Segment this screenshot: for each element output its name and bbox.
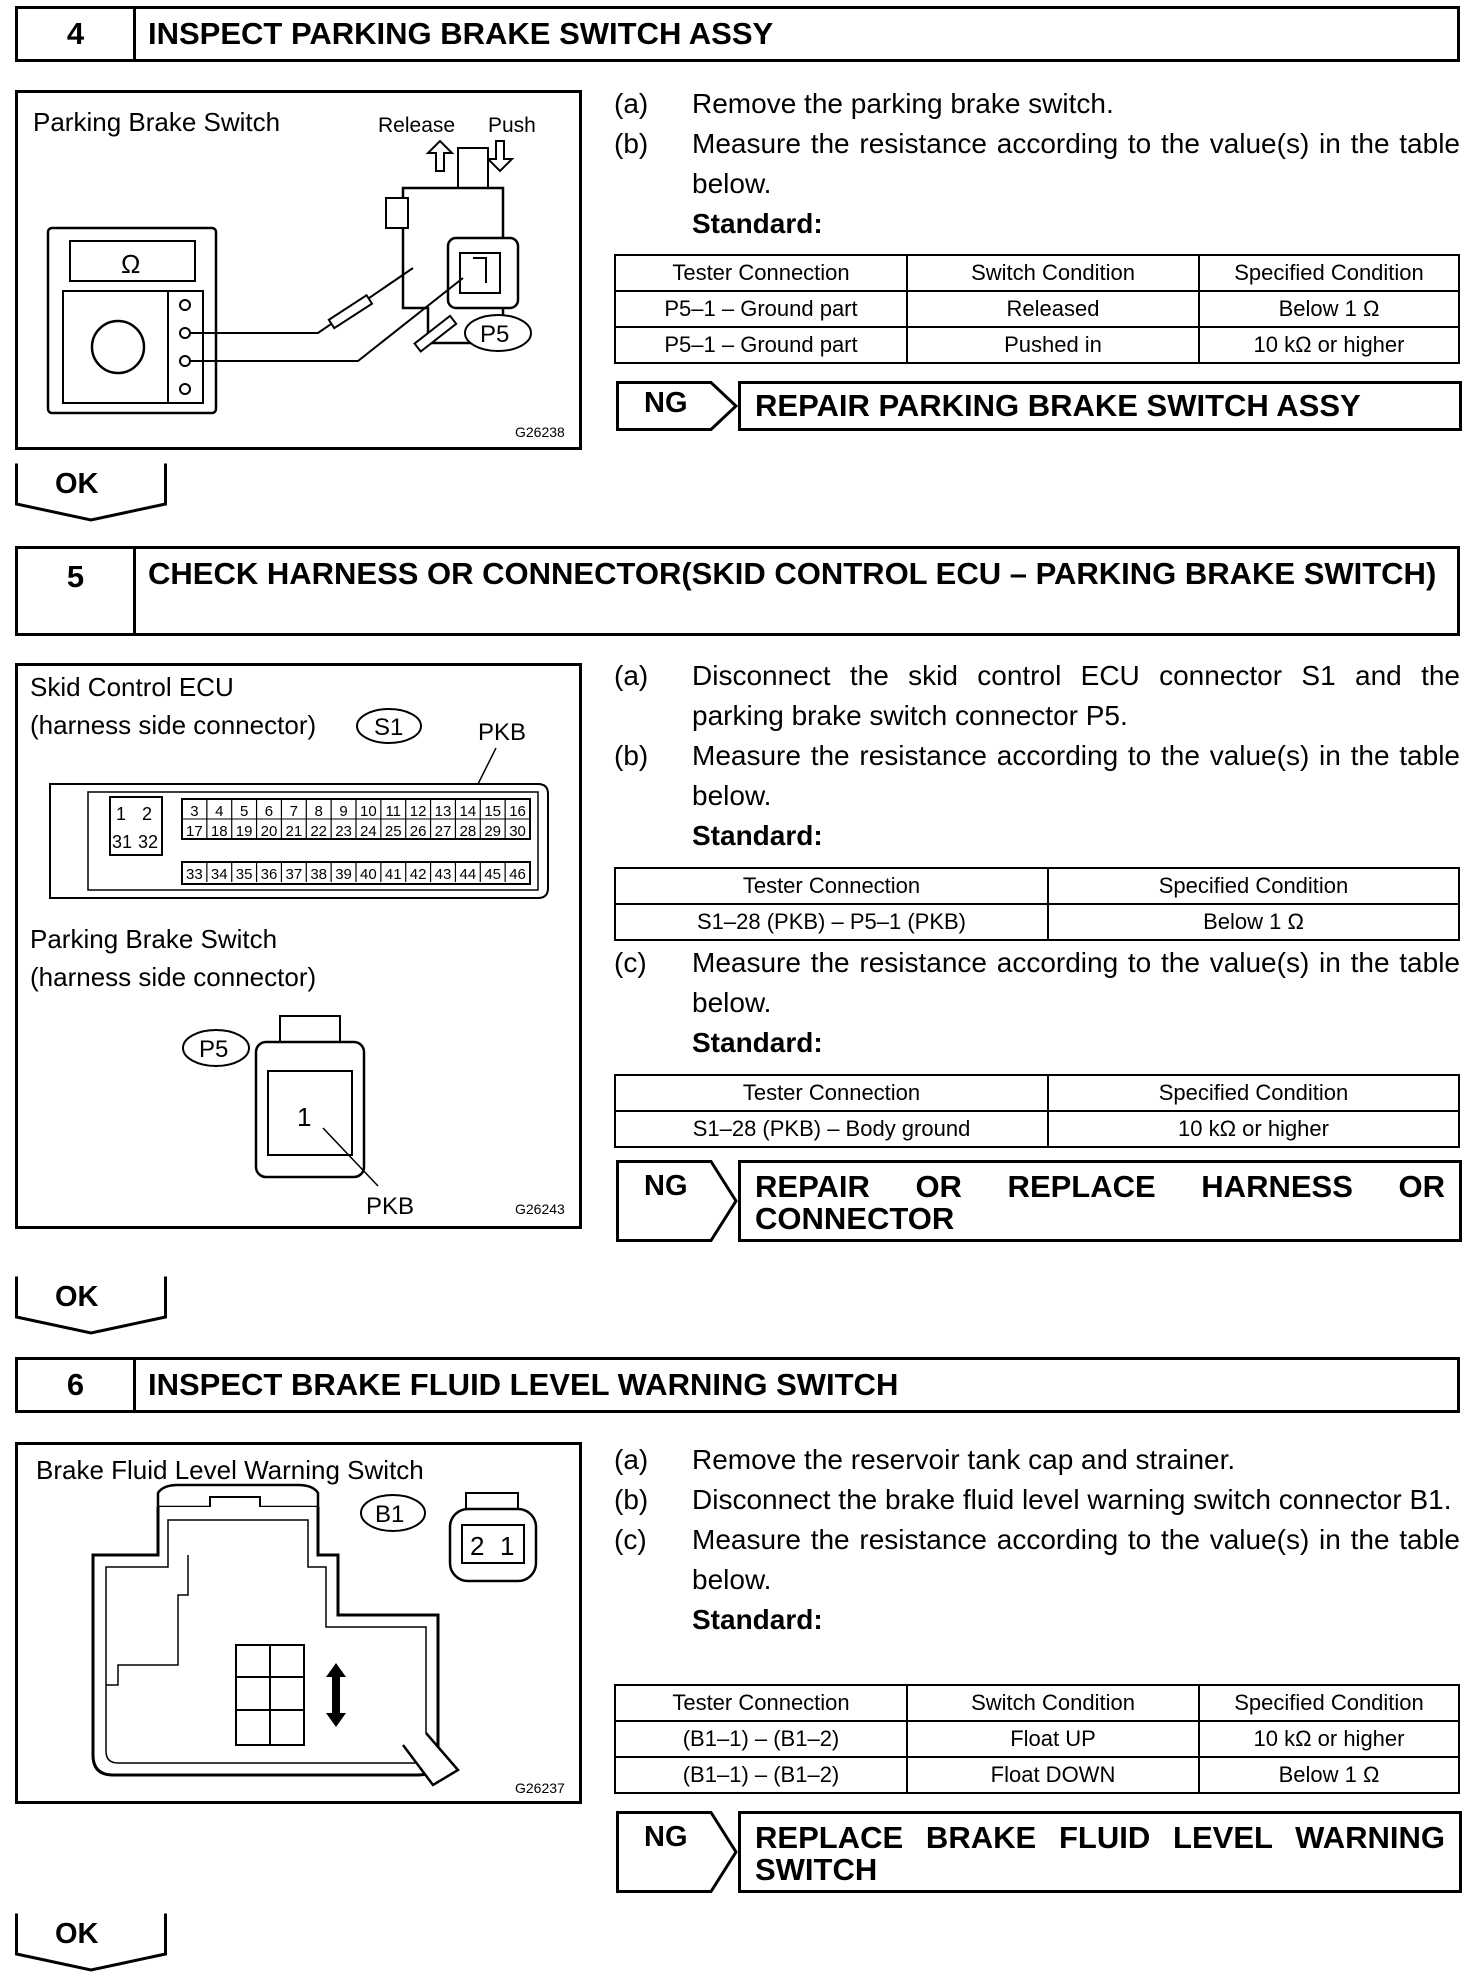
connector-diagram	[18, 666, 579, 1226]
switch-pkb-label: PKB	[366, 1193, 415, 1220]
ohm-symbol-icon: Ω	[121, 249, 141, 279]
step-4-spec-table	[614, 254, 1460, 364]
figure-code: G26238	[515, 424, 565, 440]
instruction-label: (b)	[614, 128, 649, 159]
table-header: Specified Condition	[1199, 1685, 1459, 1721]
table-row	[615, 1111, 1459, 1147]
table-cell: 10 kΩ or higher	[1199, 1721, 1459, 1757]
pin-label: 40	[360, 866, 377, 883]
standard-label: Standard:	[692, 820, 823, 851]
pin-label: 23	[335, 823, 352, 840]
standard-label: Standard:	[692, 208, 823, 239]
ng-label: NG	[644, 387, 688, 419]
pin-label: 5	[239, 803, 249, 820]
pin-label: 6	[264, 803, 274, 820]
pin-label: 22	[310, 823, 328, 840]
ng-action: REPAIR PARKING BRAKE SWITCH ASSY	[738, 381, 1462, 431]
table-cell: (B1–1) – (B1–2)	[615, 1721, 907, 1757]
pin-label: 39	[335, 866, 352, 883]
pin-1-label: 1	[500, 1531, 515, 1561]
standard-label: Standard:	[692, 1604, 823, 1635]
table-cell: (B1–1) – (B1–2)	[615, 1757, 907, 1793]
pin-label: 33	[186, 866, 203, 883]
pin-row-3	[186, 862, 526, 883]
table-cell: P5–1 – Ground part	[615, 327, 907, 363]
instruction-text: Measure the resistance according to the value(s) in the table below.	[692, 947, 1460, 1018]
pin-label: 45	[484, 866, 502, 883]
pin-label: 44	[459, 866, 477, 883]
ng-label: NG	[644, 1170, 688, 1202]
table-cell: Below 1 Ω	[1199, 291, 1459, 327]
step-4-illustration	[15, 90, 582, 450]
instruction-item	[614, 1520, 1460, 1600]
table-header: Specified Condition	[1199, 255, 1459, 291]
standard-label: Standard:	[692, 1027, 823, 1058]
pin-label: 10	[360, 803, 377, 820]
svg-text:32: 32	[138, 832, 159, 852]
step-5-title: CHECK HARNESS OR CONNECTOR(SKID CONTROL ECU – PARKING BRAKE SWITCH)	[148, 556, 1437, 591]
pin-label: 4	[215, 803, 224, 820]
step-6-ng-box	[616, 1811, 1462, 1893]
step-5-ok-button[interactable]	[15, 1275, 167, 1335]
table-header-row	[615, 255, 1459, 291]
step-4-header	[15, 6, 1460, 62]
ng-tag	[616, 381, 738, 431]
pin-label: 9	[339, 803, 348, 820]
table-cell: 10 kΩ or higher	[1199, 327, 1459, 363]
table-row	[615, 291, 1459, 327]
instruction-label: (b)	[614, 740, 649, 771]
table-cell: Float DOWN	[907, 1757, 1199, 1793]
up-arrow-icon	[428, 141, 452, 171]
instruction-text: Measure the resistance according to the value(s) in the table below.	[692, 128, 1460, 199]
release-label: Release	[378, 114, 456, 137]
figure-code: G26237	[515, 1780, 565, 1796]
ng-label: NG	[644, 1821, 688, 1853]
table-header-row	[615, 1685, 1459, 1721]
pin-label: 24	[360, 823, 377, 840]
instruction-item	[614, 943, 1460, 1023]
pin-label: 30	[509, 823, 526, 840]
instruction-text: Measure the resistance according to the value(s) in the table below.	[692, 1524, 1460, 1595]
step-5-instructions	[614, 656, 1460, 856]
table-header: Switch Condition	[907, 255, 1199, 291]
pin-label: 8	[314, 803, 323, 820]
step-6-spec-table	[614, 1684, 1460, 1794]
step-6-instructions	[614, 1440, 1460, 1640]
step-4-number: 4	[18, 9, 136, 59]
illus-label: Parking Brake Switch	[33, 107, 281, 137]
step-6-number: 6	[18, 1360, 136, 1410]
instruction-item	[614, 1440, 1460, 1480]
table-cell: Float UP	[907, 1721, 1199, 1757]
pin-label: 42	[409, 866, 427, 883]
instruction-text: Remove the reservoir tank cap and strainer.	[692, 1444, 1236, 1475]
pin-label: 29	[484, 823, 502, 840]
table-cell: Released	[907, 291, 1199, 327]
table-cell: Pushed in	[907, 327, 1199, 363]
ok-label: OK	[55, 1918, 99, 1950]
ok-label: OK	[55, 468, 99, 500]
table-row	[615, 904, 1459, 940]
ng-action-line: CONNECTOR	[755, 1201, 955, 1236]
parking-brake-switch-diagram	[18, 93, 579, 447]
figure-code: G26243	[515, 1201, 565, 1217]
connector-p5-label: P5	[480, 321, 510, 348]
step-5-number: 5	[18, 549, 136, 633]
step-6-illustration	[15, 1442, 582, 1804]
table-cell: S1–28 (PKB) – P5–1 (PKB)	[615, 904, 1048, 940]
step-6-header	[15, 1357, 1460, 1413]
instruction-text: Measure the resistance according to the value(s) in the table below.	[692, 740, 1460, 811]
instruction-label: (a)	[614, 1444, 649, 1475]
step-5-spec-table-1	[614, 867, 1460, 941]
pkb-label: PKB	[478, 719, 527, 746]
ng-action	[738, 1811, 1462, 1893]
brake-fluid-switch-diagram	[18, 1445, 579, 1801]
ng-tag	[616, 1811, 738, 1893]
illus-label: Brake Fluid Level Warning Switch	[36, 1455, 424, 1485]
pin-label: 27	[434, 823, 452, 840]
instruction-item	[614, 656, 1460, 736]
step-5-ng-box	[616, 1160, 1462, 1242]
switch-sub-label: (harness side connector)	[30, 962, 317, 992]
step-5-instruction-c	[614, 943, 1460, 1063]
pin-label: 35	[235, 866, 253, 883]
step-6-title: INSPECT BRAKE FLUID LEVEL WARNING SWITCH	[148, 1367, 899, 1402]
connector-b1-label: B1	[375, 1501, 405, 1528]
pin-label: 34	[210, 866, 228, 883]
switch-pin-label: 1	[297, 1102, 312, 1132]
table-cell: P5–1 – Ground part	[615, 291, 907, 327]
table-cell: 10 kΩ or higher	[1048, 1111, 1459, 1147]
connector-s1-label: S1	[374, 714, 404, 741]
step-4-title: INSPECT PARKING BRAKE SWITCH ASSY	[148, 16, 774, 51]
pin-label: 38	[310, 866, 328, 883]
down-arrow-icon	[488, 141, 512, 171]
pin-label: 18	[210, 823, 228, 840]
pin-label: 43	[434, 866, 452, 883]
instruction-text: Disconnect the brake fluid level warning switch connector B1.	[692, 1484, 1452, 1515]
instruction-label: (c)	[614, 947, 647, 978]
pin-label: 19	[235, 823, 253, 840]
table-header: Specified Condition	[1048, 868, 1459, 904]
pin-label: 11	[385, 803, 402, 820]
step-6-ok-button[interactable]	[15, 1912, 167, 1972]
table-cell: Below 1 Ω	[1199, 1757, 1459, 1793]
instruction-item	[614, 736, 1460, 816]
pin-label: 7	[289, 803, 299, 820]
pin-label: 25	[384, 823, 402, 840]
pin-label: 41	[384, 866, 402, 883]
pin-label: 46	[509, 866, 526, 883]
ecu-sub-label: (harness side connector)	[30, 710, 317, 740]
step-5-spec-table-2	[614, 1074, 1460, 1148]
step-4-ok-button[interactable]	[15, 462, 167, 522]
ng-action-line: REPAIR OR REPLACE HARNESS OR	[755, 1169, 1445, 1204]
pin-label: 12	[409, 803, 427, 820]
instruction-item	[614, 1480, 1460, 1520]
instruction-text: Remove the parking brake switch.	[692, 88, 1114, 119]
table-header: Tester Connection	[615, 255, 907, 291]
instruction-item	[614, 84, 1460, 124]
table-header: Switch Condition	[907, 1685, 1199, 1721]
table-row	[615, 327, 1459, 363]
pin-label: 36	[260, 866, 278, 883]
ng-action-line: SWITCH	[755, 1852, 878, 1887]
pin-label: 14	[459, 803, 477, 820]
ng-tag	[616, 1160, 738, 1242]
table-cell: Below 1 Ω	[1048, 904, 1459, 940]
pin-label: 21	[285, 823, 303, 840]
table-header: Tester Connection	[615, 868, 1048, 904]
table-header: Tester Connection	[615, 1075, 1048, 1111]
svg-text:2: 2	[142, 804, 153, 824]
instruction-label: (b)	[614, 1484, 649, 1515]
pin-label: 26	[409, 823, 427, 840]
push-label: Push	[488, 114, 536, 137]
svg-text:1: 1	[116, 804, 127, 824]
table-row	[615, 1757, 1459, 1793]
ecu-label: Skid Control ECU	[30, 672, 234, 702]
connector-p5-label: P5	[199, 1036, 229, 1063]
table-header: Tester Connection	[615, 1685, 907, 1721]
instruction-label: (a)	[614, 660, 649, 691]
step-5-illustration	[15, 663, 582, 1229]
svg-text:31: 31	[112, 832, 133, 852]
table-header-row	[615, 868, 1459, 904]
table-header: Specified Condition	[1048, 1075, 1459, 1111]
pin-label: 3	[190, 803, 199, 820]
pin-row-2	[186, 819, 526, 840]
pin-label: 37	[285, 866, 303, 883]
table-row	[615, 1721, 1459, 1757]
instruction-item	[614, 124, 1460, 204]
instruction-text: Disconnect the skid control ECU connector S1 and the parking brake switch connector P5.	[692, 660, 1460, 731]
pin-label: 16	[509, 803, 526, 820]
pin-label: 28	[459, 823, 477, 840]
table-cell: S1–28 (PKB) – Body ground	[615, 1111, 1048, 1147]
instruction-label: (a)	[614, 88, 649, 119]
ok-label: OK	[55, 1281, 99, 1313]
pin-label: 15	[484, 803, 502, 820]
step-4-instructions	[614, 84, 1460, 244]
ng-action	[738, 1160, 1462, 1242]
pin-2-label: 2	[470, 1531, 485, 1561]
ng-action-line: REPLACE BRAKE FLUID LEVEL WARNING	[755, 1820, 1445, 1855]
pin-label: 13	[434, 803, 452, 820]
step-4-ng-box	[616, 381, 1462, 431]
step-5-header	[15, 546, 1460, 636]
pin-label: 20	[260, 823, 278, 840]
table-header-row	[615, 1075, 1459, 1111]
instruction-label: (c)	[614, 1524, 647, 1555]
switch-label: Parking Brake Switch	[30, 924, 278, 954]
pin-label: 17	[186, 823, 203, 840]
